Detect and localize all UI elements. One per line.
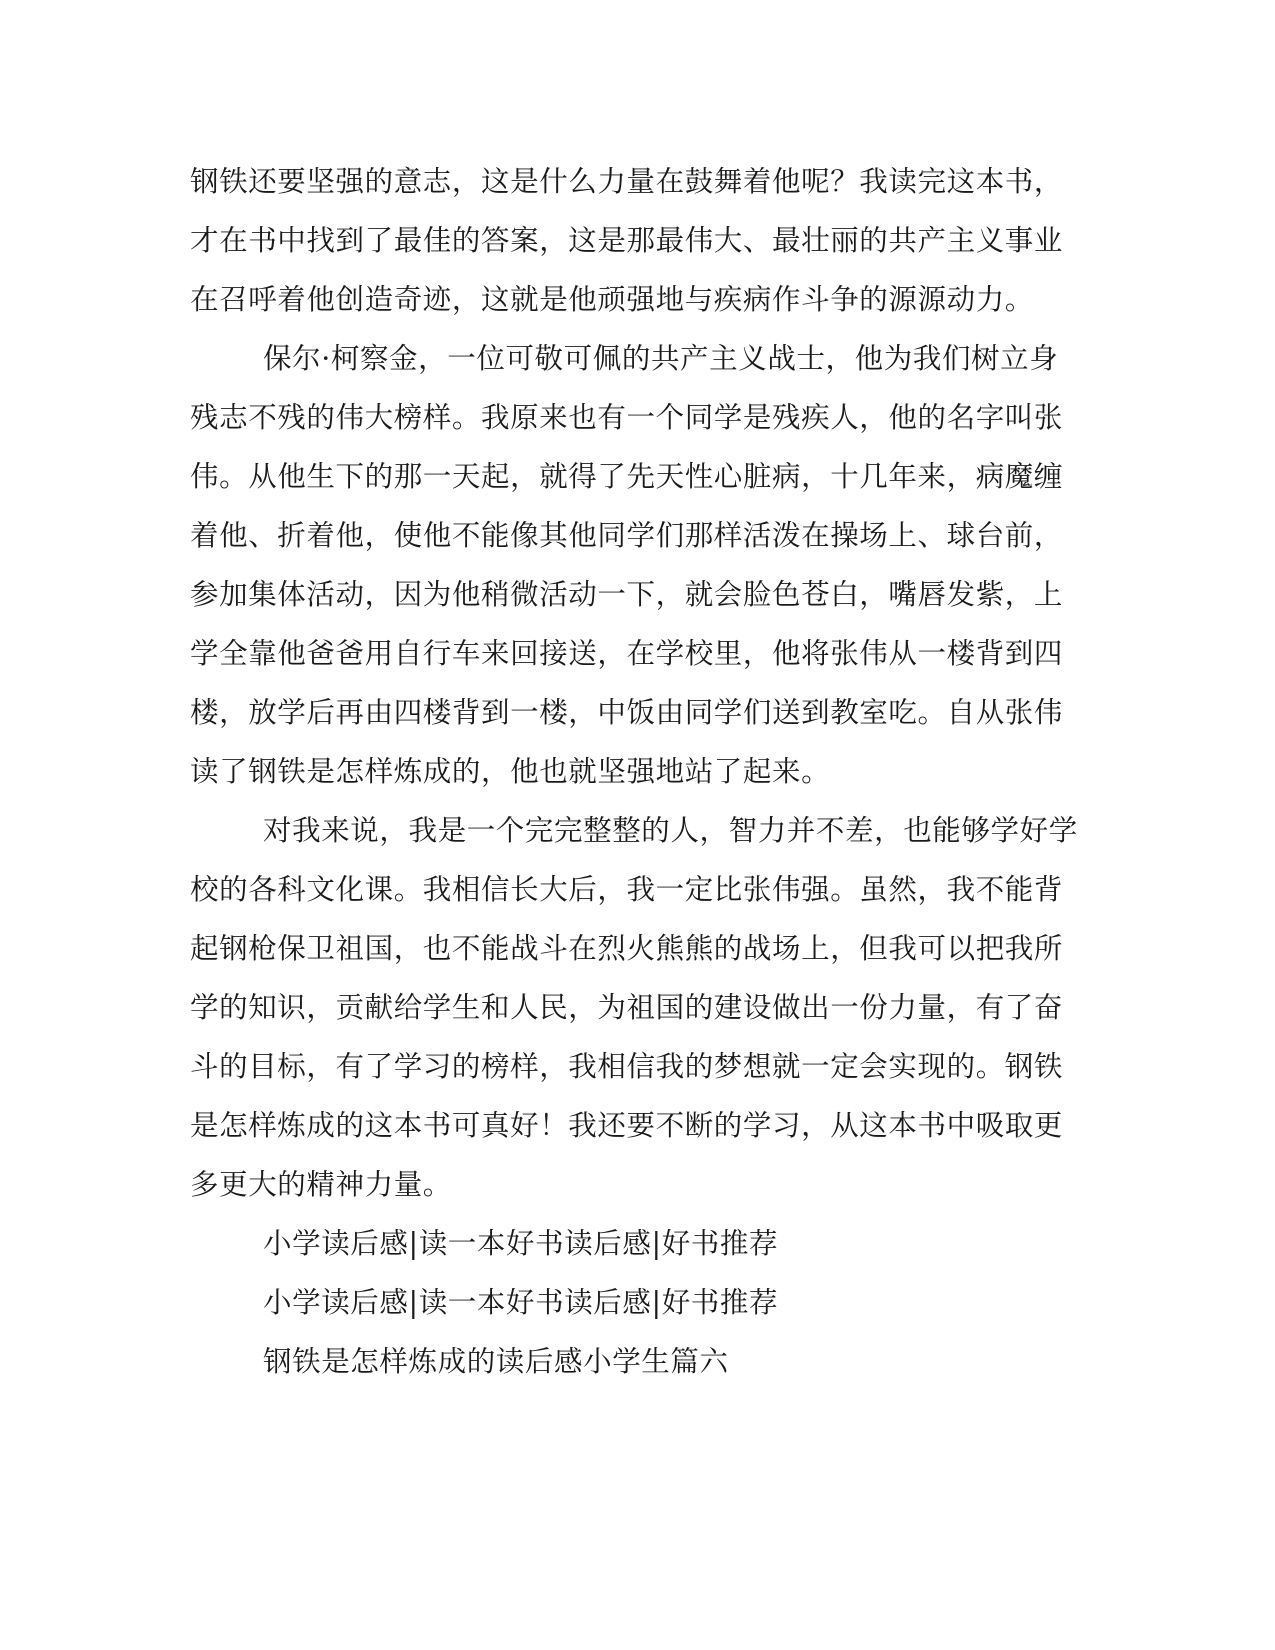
paragraph-1-line-2: 才在书中找到了最佳的答案，这是那最伟大、最壮丽的共产主义事业 — [190, 224, 1064, 257]
paragraph-2-line-2: 残志不残的伟大榜样。我原来也有一个同学是残疾人，他的名字叫张 — [190, 401, 1064, 434]
paragraph-3-line-2: 校的各科文化课。我相信长大后，我一定比张伟强。虽然，我不能背 — [190, 873, 1064, 906]
paragraph-2-line-1: 保尔·柯察金，一位可敬可佩的共产主义战士，他为我们树立身 — [263, 342, 1059, 375]
paragraph-3-line-5: 斗的目标，有了学习的榜样，我相信我的梦想就一定会实现的。钢铁 — [190, 1050, 1064, 1083]
paragraph-3-line-3: 起钢枪保卫祖国，也不能战斗在烈火熊熊的战场上，但我可以把我所 — [190, 932, 1064, 965]
paragraph-2-line-5: 参加集体活动，因为他稍微活动一下，就会脸色苍白，嘴唇发紫，上 — [190, 578, 1064, 611]
paragraph-3-line-6: 是怎样炼成的这本书可真好！我还要不断的学习，从这本书中吸取更 — [190, 1109, 1064, 1142]
paragraph-2-line-7: 楼，放学后再由四楼背到一楼，中饭由同学们送到教室吃。自从张伟 — [190, 696, 1064, 729]
paragraph-1-line-3: 在召呼着他创造奇迹，这就是他顽强地与疾病作斗争的源源动力。 — [190, 283, 1034, 316]
paragraph-2-line-6: 学全靠他爸爸用自行车来回接送，在学校里，他将张伟从一楼背到四 — [190, 637, 1064, 670]
section-heading: 钢铁是怎样炼成的读后感小学生篇六 — [263, 1345, 729, 1378]
paragraph-3-line-1: 对我来说，我是一个完完整整的人，智力并不差，也能够学好学 — [263, 814, 1078, 847]
paragraph-2-line-8: 读了钢铁是怎样炼成的，他也就坚强地站了起来。 — [190, 755, 831, 788]
paragraph-2-line-4: 着他、折着他，使他不能像其他同学们那样活泼在操场上、球台前， — [190, 519, 1064, 552]
related-link-1[interactable]: 小学读后感|读一本好书读后感|好书推荐 — [263, 1227, 779, 1260]
paragraph-1-line-1: 钢铁还要坚强的意志，这是什么力量在鼓舞着他呢？我读完这本书， — [190, 165, 1064, 198]
paragraph-3-line-4: 学的知识，贡献给学生和人民，为祖国的建设做出一份力量，有了奋 — [190, 991, 1064, 1024]
related-link-2[interactable]: 小学读后感|读一本好书读后感|好书推荐 — [263, 1286, 779, 1319]
paragraph-3-line-7: 多更大的精神力量。 — [190, 1168, 452, 1201]
paragraph-2-line-3: 伟。从他生下的那一天起，就得了先天性心脏病，十几年来，病魔缠 — [190, 460, 1064, 493]
